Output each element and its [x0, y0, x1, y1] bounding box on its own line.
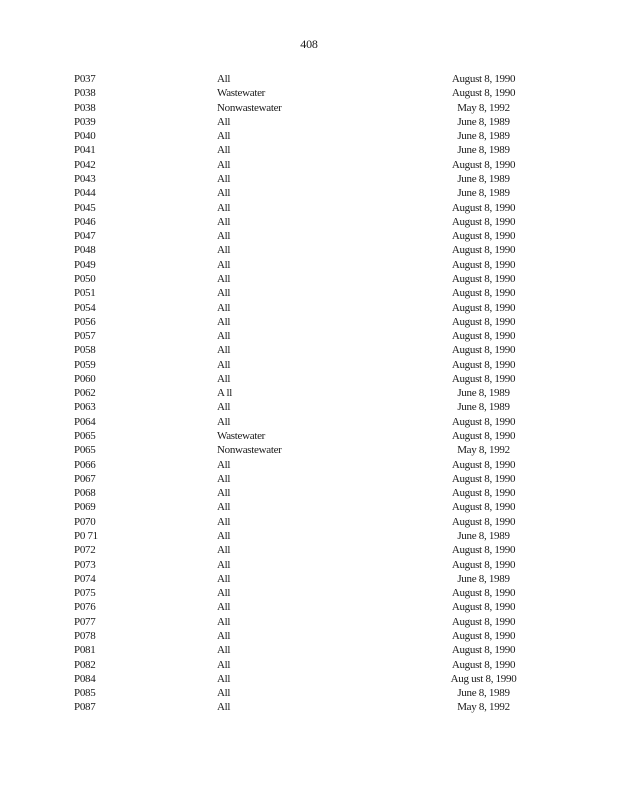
waste-code: P037	[74, 73, 96, 85]
waste-code: P065	[74, 430, 96, 443]
waste-type: All	[217, 115, 231, 128]
table-row	[0, 558, 618, 572]
table-row	[0, 615, 618, 629]
waste-code: P066	[74, 458, 96, 471]
effective-date: August 8, 1990	[451, 358, 516, 371]
table-row	[0, 658, 618, 672]
effective-date: August 8, 1990	[451, 287, 516, 300]
table-row	[0, 543, 618, 557]
waste-type: All	[217, 629, 231, 642]
table-row	[0, 472, 618, 486]
waste-code: P039	[74, 115, 96, 128]
waste-type: All	[217, 244, 231, 257]
table-row	[0, 86, 618, 100]
table-row	[0, 158, 618, 172]
table-row	[0, 500, 618, 514]
waste-type: All	[217, 258, 231, 271]
effective-date: August 8, 1990	[451, 458, 516, 471]
effective-date: May 8, 1992	[457, 101, 510, 114]
waste-type: All	[217, 172, 231, 185]
waste-code: P060	[74, 372, 96, 385]
table-row	[0, 686, 618, 700]
table-row	[0, 386, 618, 400]
effective-date: August 8, 1990	[451, 372, 516, 385]
waste-type: All	[217, 558, 231, 571]
waste-type: All	[217, 615, 231, 628]
table-row	[0, 458, 618, 472]
page-number: 408	[300, 37, 318, 51]
effective-date: August 8, 1990	[451, 272, 516, 285]
waste-code: P043	[74, 172, 96, 185]
table-row	[0, 201, 618, 215]
table-row	[0, 515, 618, 529]
waste-code: P047	[74, 230, 96, 243]
table-row	[0, 643, 618, 657]
waste-type: All	[217, 601, 231, 614]
waste-code: P050	[74, 272, 96, 285]
table-row	[0, 586, 618, 600]
effective-date: August 8, 1990	[451, 344, 516, 357]
waste-type: All	[217, 301, 231, 314]
waste-code: P076	[74, 601, 96, 614]
effective-date: August 8, 1990	[451, 258, 516, 271]
table-row	[0, 315, 618, 329]
effective-date: August 8, 1990	[451, 558, 516, 571]
table-row	[0, 72, 618, 86]
waste-code: P072	[74, 544, 96, 557]
table-row	[0, 229, 618, 243]
effective-date: May 8, 1992	[457, 444, 510, 457]
waste-code: P042	[74, 158, 96, 171]
table-row	[0, 172, 618, 186]
effective-date: June 8, 1989	[457, 530, 510, 542]
table-row	[0, 215, 618, 229]
waste-code: P064	[74, 415, 96, 428]
effective-date: June 8, 1989	[457, 687, 510, 700]
waste-type: All	[217, 687, 231, 700]
waste-type: All	[217, 415, 231, 428]
effective-date: August 8, 1990	[451, 644, 516, 657]
effective-date: August 8, 1990	[451, 315, 516, 328]
waste-code: P068	[74, 487, 96, 500]
table-row	[0, 101, 618, 115]
effective-date: August 8, 1990	[451, 501, 516, 514]
waste-type: All	[217, 544, 231, 557]
table-row	[0, 286, 618, 300]
table-row	[0, 243, 618, 257]
effective-date: June 8, 1989	[457, 572, 510, 585]
waste-code: P051	[74, 287, 96, 300]
table-row	[0, 143, 618, 157]
waste-type: All	[217, 644, 231, 657]
waste-type: Wastewater	[217, 430, 266, 443]
effective-date: August 8, 1990	[451, 515, 516, 528]
waste-code: P085	[74, 687, 96, 700]
waste-code: P045	[74, 201, 96, 214]
waste-code: P049	[74, 258, 96, 271]
table-row	[0, 672, 618, 686]
waste-code: P048	[74, 244, 96, 257]
table-row	[0, 700, 618, 714]
waste-type: Nonwastewater	[217, 444, 282, 457]
effective-date: August 8, 1990	[451, 615, 516, 628]
effective-date: August 8, 1990	[451, 487, 516, 500]
waste-type: A ll	[217, 387, 232, 400]
waste-type: All	[217, 315, 231, 328]
effective-date: August 8, 1990	[451, 601, 516, 614]
effective-date: August 8, 1990	[451, 415, 516, 428]
waste-type: All	[217, 187, 231, 200]
waste-type: All	[217, 501, 231, 514]
table-row	[0, 443, 618, 457]
effective-date: August 8, 1990	[451, 629, 516, 642]
waste-type: All	[217, 73, 231, 85]
effective-date: August 8, 1990	[451, 87, 516, 100]
waste-code: P056	[74, 315, 96, 328]
waste-code: P078	[74, 629, 96, 642]
table-row	[0, 343, 618, 357]
effective-date: August 8, 1990	[451, 230, 516, 243]
waste-type: All	[217, 515, 231, 528]
waste-type: All	[217, 487, 231, 500]
effective-date: May 8, 1992	[457, 701, 510, 714]
effective-date: August 8, 1990	[451, 158, 516, 171]
table-row	[0, 415, 618, 429]
waste-code: P058	[74, 344, 96, 357]
effective-date: June 8, 1989	[457, 401, 510, 414]
effective-date: August 8, 1990	[451, 658, 516, 671]
waste-type: All	[217, 672, 231, 685]
effective-date: June 8, 1989	[457, 387, 510, 400]
table-row	[0, 572, 618, 586]
waste-type: All	[217, 658, 231, 671]
waste-type: All	[217, 158, 231, 171]
waste-type: All	[217, 458, 231, 471]
waste-type: All	[217, 272, 231, 285]
waste-code: P069	[74, 501, 96, 514]
waste-code: P084	[74, 672, 96, 685]
table-row	[0, 529, 618, 543]
table-row	[0, 600, 618, 614]
table-row	[0, 429, 618, 443]
table-row	[0, 486, 618, 500]
waste-type: All	[217, 130, 231, 143]
waste-code: P074	[74, 572, 96, 585]
table-row	[0, 258, 618, 272]
waste-code: P044	[74, 187, 96, 200]
table-row	[0, 301, 618, 315]
waste-code: P041	[74, 144, 96, 157]
waste-type: All	[217, 344, 231, 357]
waste-type: All	[217, 587, 231, 600]
waste-code: P063	[74, 401, 96, 414]
effective-date: June 8, 1989	[457, 115, 510, 128]
waste-code-table	[0, 72, 618, 715]
table-row	[0, 129, 618, 143]
effective-date: Aug ust 8, 1990	[450, 672, 517, 685]
waste-code: P054	[74, 301, 96, 314]
waste-code: P046	[74, 215, 96, 228]
waste-type: All	[217, 530, 231, 542]
waste-type: All	[217, 372, 231, 385]
effective-date: August 8, 1990	[451, 430, 516, 443]
effective-date: August 8, 1990	[451, 215, 516, 228]
waste-type: All	[217, 701, 231, 714]
table-row	[0, 400, 618, 414]
effective-date: June 8, 1989	[457, 172, 510, 185]
waste-type: All	[217, 144, 231, 157]
table-row	[0, 186, 618, 200]
effective-date: August 8, 1990	[451, 301, 516, 314]
waste-type: All	[217, 472, 231, 485]
waste-code: P087	[74, 701, 96, 714]
effective-date: August 8, 1990	[451, 244, 516, 257]
waste-type: All	[217, 330, 231, 343]
waste-code: P062	[74, 387, 96, 400]
waste-code: P075	[74, 587, 96, 600]
effective-date: August 8, 1990	[451, 544, 516, 557]
waste-type: All	[217, 358, 231, 371]
table-row	[0, 115, 618, 129]
waste-code: P073	[74, 558, 96, 571]
waste-code: P082	[74, 658, 96, 671]
waste-code: P077	[74, 615, 96, 628]
waste-code: P0 71	[74, 530, 98, 542]
effective-date: August 8, 1990	[451, 472, 516, 485]
table-row	[0, 329, 618, 343]
waste-type: All	[217, 230, 231, 243]
table-row	[0, 272, 618, 286]
waste-type: All	[217, 401, 231, 414]
waste-type: Wastewater	[217, 87, 266, 100]
waste-code: P040	[74, 130, 96, 143]
waste-type: All	[217, 201, 231, 214]
effective-date: August 8, 1990	[451, 587, 516, 600]
effective-date: June 8, 1989	[457, 187, 510, 200]
waste-type: All	[217, 215, 231, 228]
waste-code: P057	[74, 330, 96, 343]
waste-code: P067	[74, 472, 96, 485]
waste-type: Nonwastewater	[217, 101, 282, 114]
table-row	[0, 629, 618, 643]
effective-date: August 8, 1990	[451, 73, 516, 85]
effective-date: June 8, 1989	[457, 144, 510, 157]
table-row	[0, 372, 618, 386]
table-row	[0, 358, 618, 372]
effective-date: August 8, 1990	[451, 201, 516, 214]
effective-date: June 8, 1989	[457, 130, 510, 143]
waste-type: All	[217, 287, 231, 300]
waste-code: P081	[74, 644, 96, 657]
waste-code: P038	[74, 101, 96, 114]
effective-date: August 8, 1990	[451, 330, 516, 343]
waste-code: P065	[74, 444, 96, 457]
waste-type: All	[217, 572, 231, 585]
waste-code: P059	[74, 358, 96, 371]
waste-code: P038	[74, 87, 96, 100]
waste-code: P070	[74, 515, 96, 528]
